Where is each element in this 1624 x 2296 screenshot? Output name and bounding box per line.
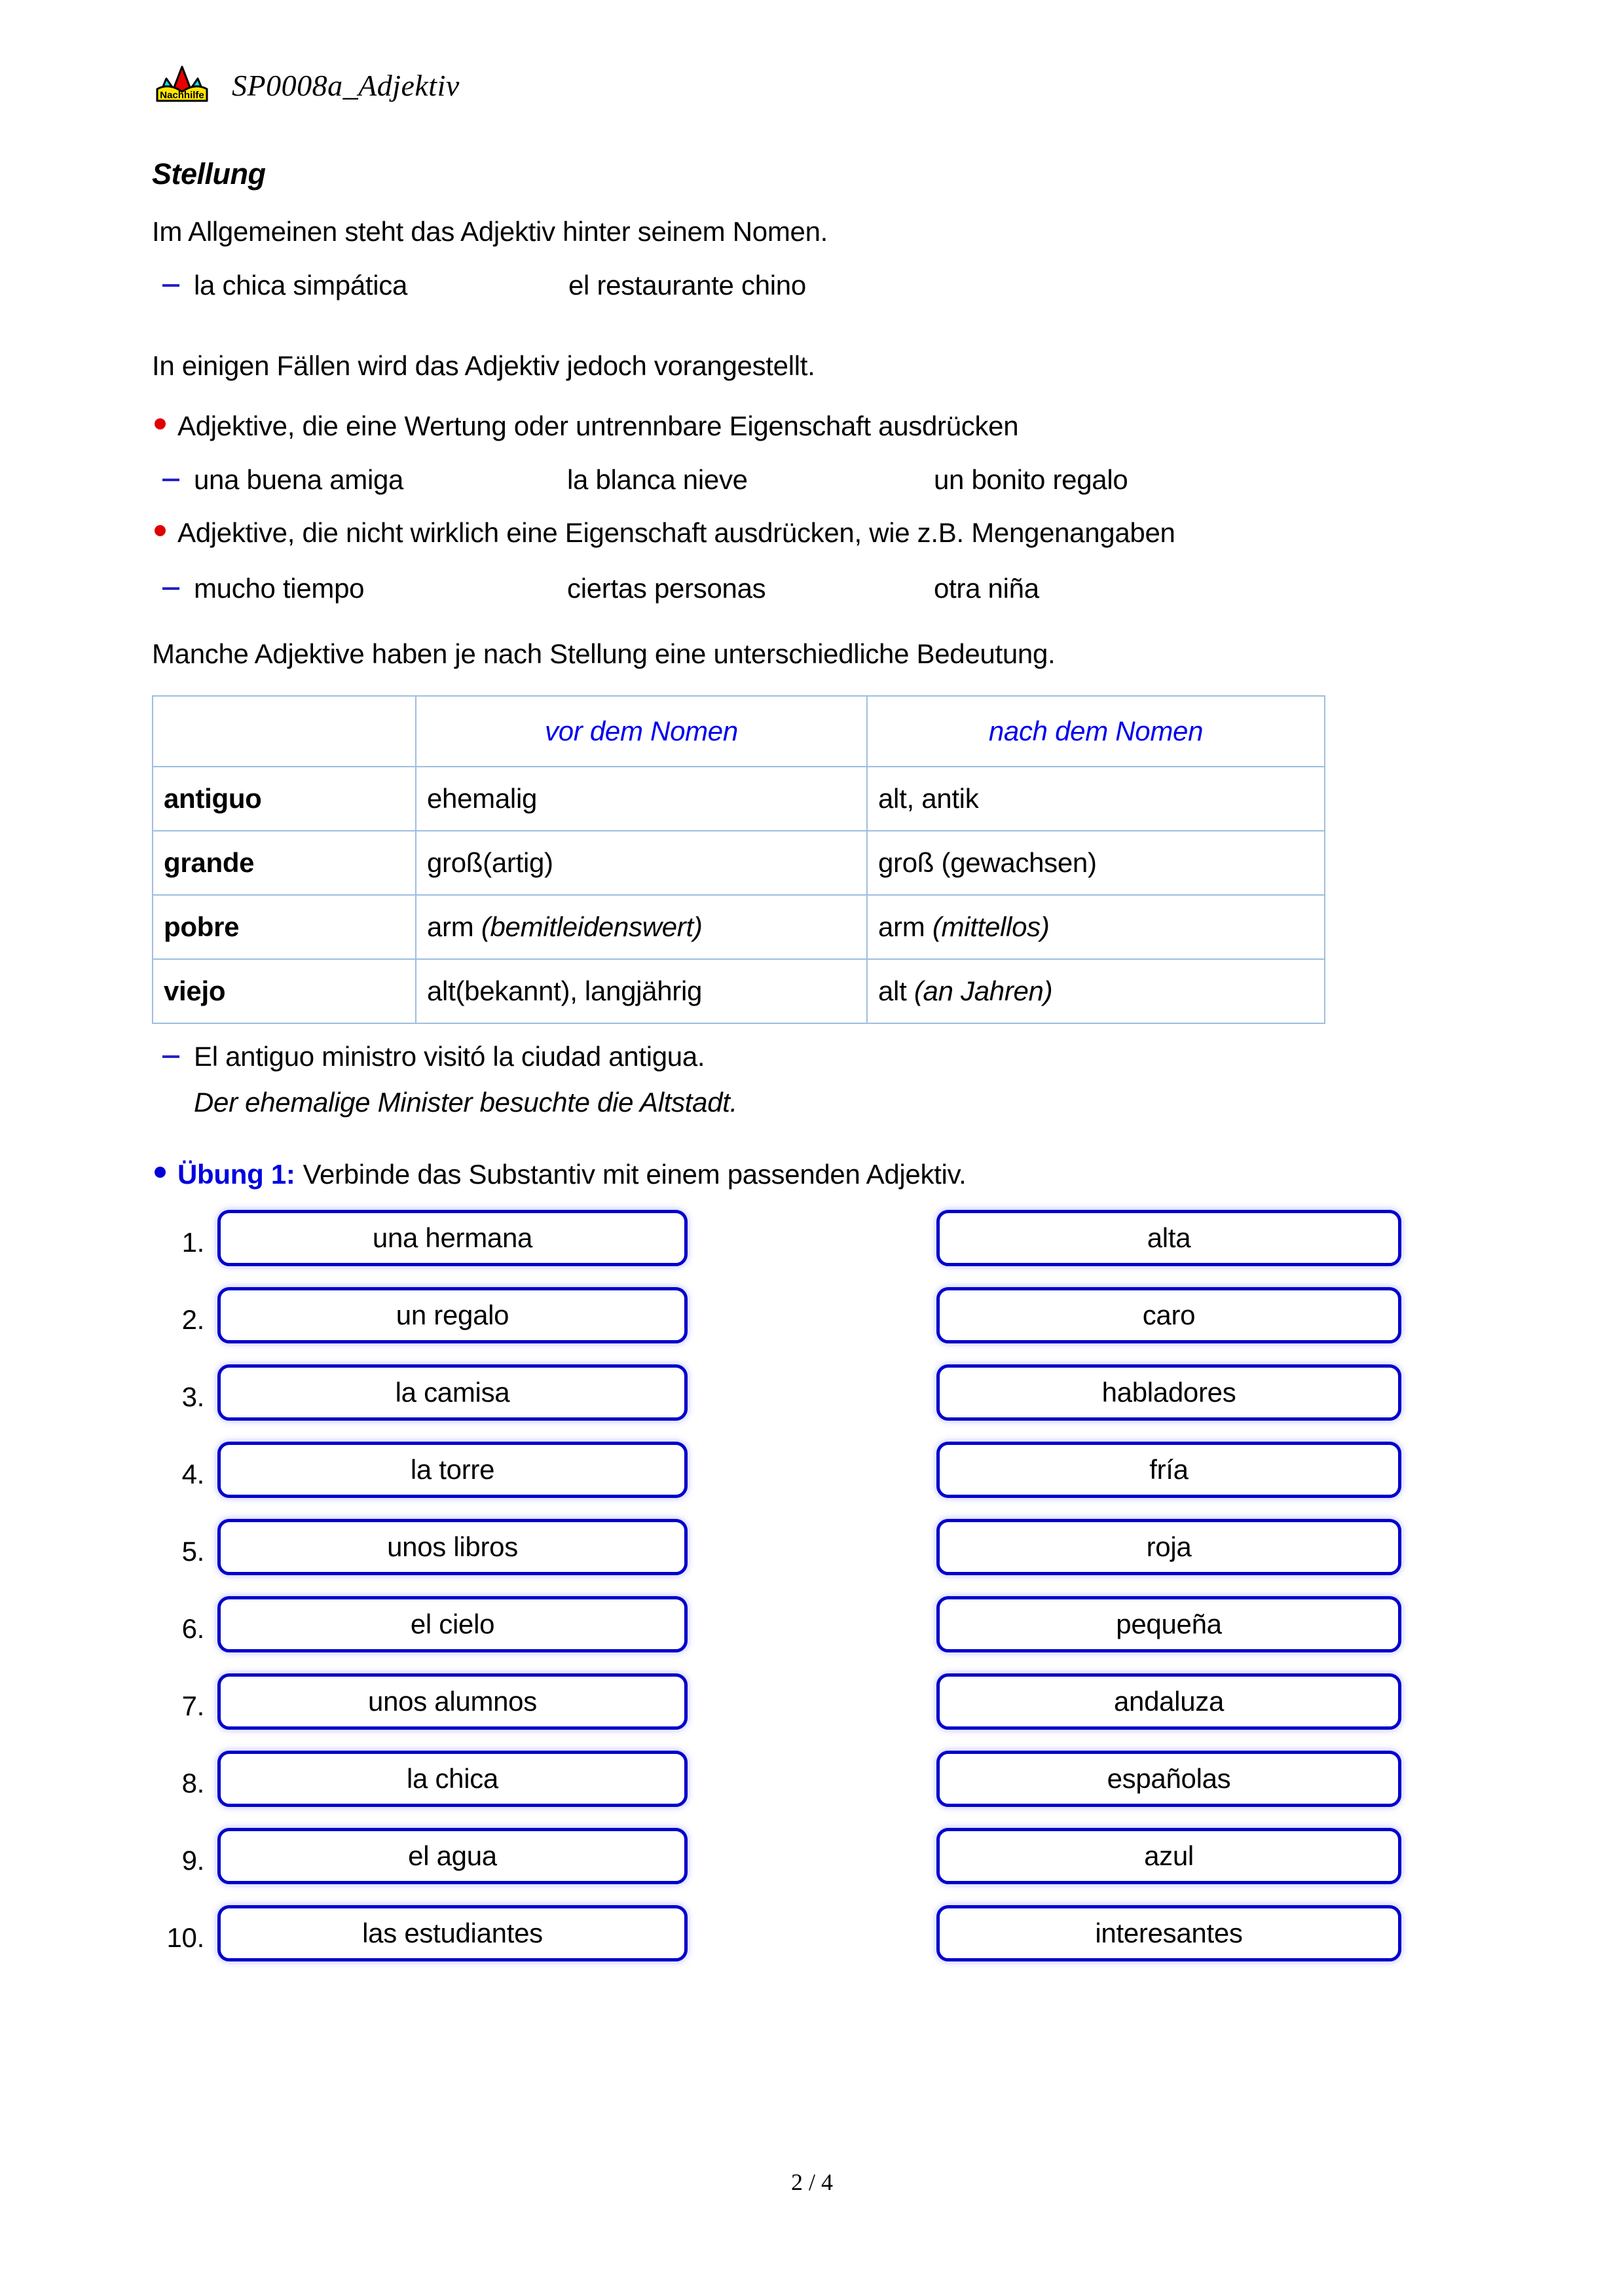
exercise-instruction: Verbinde das Substantiv mit einem passenden Adjektiv. xyxy=(303,1159,967,1190)
table-cell-before xyxy=(416,767,867,831)
adjective-box[interactable]: andaluza xyxy=(936,1673,1401,1730)
adjective-meaning-table xyxy=(152,695,1325,1024)
cell-plain: alt, antik xyxy=(878,783,979,814)
section-heading: Stellung xyxy=(152,157,266,191)
example-text: otra niña xyxy=(934,573,1039,604)
dash-bullet-icon xyxy=(162,284,179,287)
adjective-box[interactable]: españolas xyxy=(936,1751,1401,1807)
adjective-box[interactable]: fría xyxy=(936,1442,1401,1498)
noun-box[interactable]: unos libros xyxy=(217,1519,688,1575)
table-row xyxy=(153,895,1325,959)
example-text: ciertas personas xyxy=(567,573,766,604)
bullet-point-text: Adjektive, die eine Wertung oder untrennbare Eigenschaft ausdrücken xyxy=(177,410,1019,441)
intro-examples-row xyxy=(162,270,806,301)
item-number: 3. xyxy=(181,1381,204,1412)
noun-box[interactable]: la torre xyxy=(217,1442,688,1498)
cell-italic: (bemitleidenswert) xyxy=(481,911,703,942)
example-sentence-row xyxy=(162,1041,705,1072)
second-intro-paragraph: In einigen Fällen wird das Adjektiv jedoch vorangestellt. xyxy=(152,350,815,381)
example-text: la blanca nieve xyxy=(567,464,748,495)
item-number: 9. xyxy=(181,1845,204,1876)
noun-box[interactable]: un regalo xyxy=(217,1287,688,1343)
item-number: 2. xyxy=(181,1304,204,1335)
dash-bullet-icon xyxy=(162,479,179,481)
cell-italic: (mittellos) xyxy=(932,911,1050,942)
noun-box[interactable]: una hermana xyxy=(217,1210,688,1266)
exercise-row xyxy=(0,1673,1624,1751)
adjective-box[interactable]: interesantes xyxy=(936,1905,1401,1961)
bullet-point-2-examples xyxy=(162,573,1039,604)
table-cell-after xyxy=(867,767,1325,831)
item-number: 1. xyxy=(181,1227,204,1258)
nachhilfe-logo-icon xyxy=(152,63,212,107)
example-text: mucho tiempo xyxy=(194,573,365,604)
bullet-point-2 xyxy=(155,517,1175,549)
adjective-box[interactable]: roja xyxy=(936,1519,1401,1575)
table-cell-word: viejo xyxy=(153,959,416,1023)
adjective-box[interactable]: alta xyxy=(936,1210,1401,1266)
page-number: 2 / 4 xyxy=(790,2169,833,2195)
exercise-row xyxy=(0,1210,1624,1287)
table-header-empty xyxy=(153,696,416,767)
item-number: 10. xyxy=(166,1922,204,1953)
cell-plain: groß (gewachsen) xyxy=(878,847,1097,878)
exercise-row xyxy=(0,1828,1624,1905)
noun-box[interactable]: las estudiantes xyxy=(217,1905,688,1961)
exercise-row xyxy=(0,1596,1624,1673)
table-intro-paragraph: Manche Adjektive haben je nach Stellung eine unterschiedliche Bedeutung. xyxy=(152,638,1056,669)
noun-box[interactable]: el cielo xyxy=(217,1596,688,1652)
adjective-box[interactable]: caro xyxy=(936,1287,1401,1343)
example-text: la chica simpática xyxy=(194,270,408,301)
cell-italic: (an Jahren) xyxy=(913,975,1053,1006)
noun-box[interactable]: unos alumnos xyxy=(217,1673,688,1730)
table-header-after: nach dem Nomen xyxy=(867,696,1325,767)
table-cell-word: pobre xyxy=(153,895,416,959)
exercise-row xyxy=(0,1751,1624,1828)
table-header-before: vor dem Nomen xyxy=(416,696,867,767)
example-sentence: El antiguo ministro visitó la ciudad antigua. xyxy=(194,1041,705,1072)
cell-plain: alt xyxy=(878,975,914,1006)
table-cell-after xyxy=(867,831,1325,895)
red-bullet-icon xyxy=(155,418,166,429)
exercise-title-row xyxy=(155,1159,967,1190)
bullet-point-1-examples xyxy=(162,464,1128,496)
cell-plain: arm xyxy=(878,911,932,942)
table-cell-before xyxy=(416,895,867,959)
table-cell-word: antiguo xyxy=(153,767,416,831)
dash-bullet-icon xyxy=(162,1055,179,1058)
exercise-label: Übung 1: xyxy=(177,1159,295,1190)
blue-bullet-icon xyxy=(155,1167,166,1178)
item-number: 6. xyxy=(181,1613,204,1644)
table-cell-before xyxy=(416,831,867,895)
example-text: el restaurante chino xyxy=(568,270,806,301)
bullet-point-text: Adjektive, die nicht wirklich eine Eigenschaft ausdrücken, wie z.B. Mengenangaben xyxy=(177,517,1175,548)
exercise-row xyxy=(0,1442,1624,1519)
cell-plain: arm xyxy=(427,911,481,942)
noun-box[interactable]: la camisa xyxy=(217,1364,688,1421)
example-translation: Der ehemalige Minister besuchte die Altstadt. xyxy=(194,1087,738,1118)
table-cell-word: grande xyxy=(153,831,416,895)
example-text: un bonito regalo xyxy=(934,464,1128,495)
noun-box[interactable]: la chica xyxy=(217,1751,688,1807)
adjective-box[interactable]: habladores xyxy=(936,1364,1401,1421)
table-header-row xyxy=(153,696,1325,767)
cell-plain: alt(bekannt), langjährig xyxy=(427,975,703,1006)
exercise-row xyxy=(0,1519,1624,1596)
table-cell-after xyxy=(867,895,1325,959)
table-cell-before xyxy=(416,959,867,1023)
adjective-box[interactable]: pequeña xyxy=(936,1596,1401,1652)
item-number: 7. xyxy=(181,1690,204,1721)
table-cell-after xyxy=(867,959,1325,1023)
exercise-row xyxy=(0,1905,1624,1982)
exercise-row xyxy=(0,1364,1624,1442)
bullet-point-1 xyxy=(155,410,1018,442)
document-title: SP0008a_Adjektiv xyxy=(232,68,460,102)
intro-paragraph: Im Allgemeinen steht das Adjektiv hinter seinem Nomen. xyxy=(152,216,828,247)
table-row xyxy=(153,959,1325,1023)
example-text: una buena amiga xyxy=(194,464,404,495)
matching-exercise xyxy=(0,1210,1624,1982)
svg-text:Nachhilfe: Nachhilfe xyxy=(160,90,204,101)
adjective-box[interactable]: azul xyxy=(936,1828,1401,1884)
cell-plain: ehemalig xyxy=(427,783,538,814)
cell-plain: groß(artig) xyxy=(427,847,553,878)
exercise-row xyxy=(0,1287,1624,1364)
item-number: 4. xyxy=(181,1459,204,1489)
table-row xyxy=(153,831,1325,895)
table-row xyxy=(153,767,1325,831)
item-number: 5. xyxy=(181,1536,204,1567)
dash-bullet-icon xyxy=(162,587,179,590)
red-bullet-icon xyxy=(155,525,166,536)
item-number: 8. xyxy=(181,1768,204,1798)
noun-box[interactable]: el agua xyxy=(217,1828,688,1884)
page-header xyxy=(152,63,460,107)
